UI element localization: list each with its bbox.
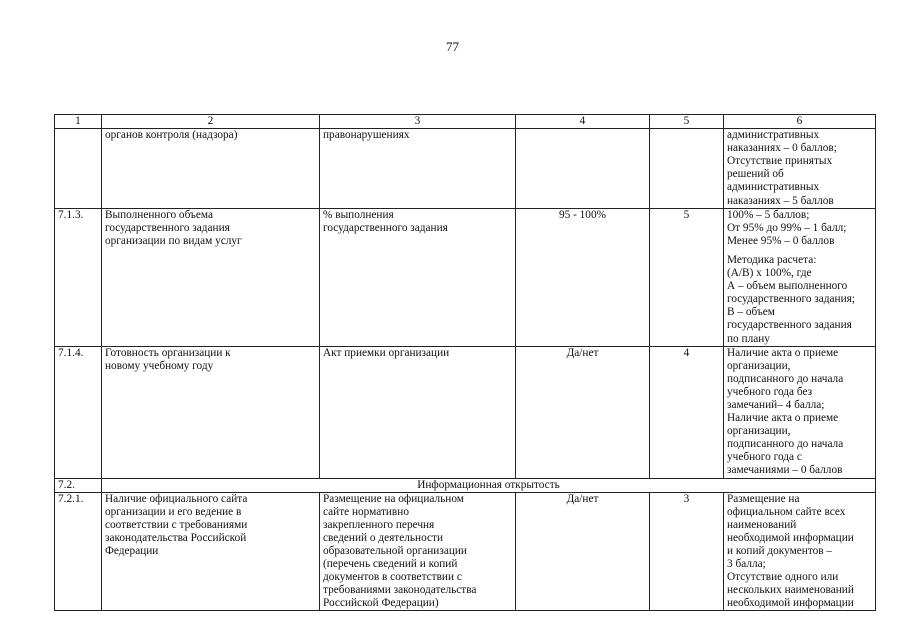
text-line: сайте нормативно	[323, 505, 409, 518]
text-line: организации,	[727, 425, 791, 438]
header-cell: 2	[102, 115, 320, 129]
header-cell: 6	[724, 115, 876, 129]
text-line: Готовность организации к	[105, 346, 231, 359]
row-number	[55, 129, 102, 209]
text-line: учебного года с	[727, 451, 802, 464]
text-line: образовательной организации	[323, 545, 467, 557]
section-title: Информационная открытость	[102, 478, 876, 492]
text-line: органов контроля (надзора)	[105, 129, 238, 142]
table-row	[55, 492, 876, 611]
table-row	[55, 208, 876, 346]
text-line: и копий документов –	[727, 545, 833, 557]
text-line: Размещение на официальном	[323, 492, 464, 505]
page-number: 77	[446, 39, 459, 54]
text-line: организации по видам услуг	[105, 234, 242, 247]
text-line: От 95% до 99% – 1 балл;	[727, 221, 847, 234]
points-cell: 5	[650, 208, 724, 346]
text-line: государственного задания	[727, 319, 852, 332]
text-line: Наличие акта о приеме	[727, 346, 839, 359]
norm-cell: Да/нет	[516, 346, 650, 478]
text-line: требованиями законодательства	[323, 584, 477, 597]
header-cell: 5	[650, 115, 724, 129]
text-line: документов в соответствии с	[323, 571, 462, 584]
criteria-cell	[724, 208, 876, 346]
section-number: 7.2.	[55, 478, 102, 492]
text-line: нескольких наименований	[727, 584, 854, 597]
text-line: подписанного до начала	[727, 438, 844, 451]
text-line: % выполнения	[323, 208, 394, 221]
text-line: А – объем выполненного	[727, 280, 848, 293]
points-cell: 3	[650, 492, 724, 611]
row-number: 7.1.4.	[55, 346, 102, 478]
text-line: (перечень сведений и копий	[323, 558, 458, 571]
text-line: наименований	[727, 518, 797, 531]
text-line: официальном сайте всех	[727, 505, 846, 518]
criteria-cell	[724, 129, 876, 209]
text-line: 3 балла;	[727, 558, 766, 571]
text-line: организации,	[727, 359, 791, 372]
row-number: 7.2.1.	[55, 492, 102, 611]
text-line: административных	[727, 129, 820, 142]
text-line: наказаниях – 5 баллов	[727, 194, 834, 207]
text-line: Размещение на	[727, 492, 800, 505]
text-line: необходимой информации	[727, 531, 854, 544]
indicator-cell	[102, 346, 320, 478]
indicator-cell	[102, 208, 320, 346]
header-cell: 1	[55, 115, 102, 129]
text-line: (А/В) х 100%, где	[727, 267, 812, 280]
text-line: по плану	[727, 332, 770, 345]
text-line: новому учебному году	[105, 359, 214, 372]
text-line: Отсутствие принятых	[727, 155, 833, 168]
measure-cell	[320, 129, 516, 209]
indicator-cell	[102, 129, 320, 209]
text-line: Менее 95% – 0 баллов	[727, 234, 835, 247]
text-line: Российской Федерации)	[323, 597, 439, 610]
text-line: Отсутствие одного или	[727, 571, 839, 584]
criteria-cell	[724, 492, 876, 611]
norm-cell: 95 - 100%	[516, 208, 650, 346]
norm-cell: Да/нет	[516, 492, 650, 611]
text-line: государственного задания;	[727, 293, 855, 306]
indicator-cell	[102, 492, 320, 611]
points-cell: 4	[650, 346, 724, 478]
text-line: наказаниях – 0 баллов;	[727, 142, 837, 155]
measure-cell	[320, 208, 516, 346]
text-line: законодательства Российской	[105, 531, 247, 544]
row-number: 7.1.3.	[55, 208, 102, 346]
measure-cell	[320, 492, 516, 611]
text-line: Выполненного объема	[105, 208, 213, 221]
section-row	[55, 478, 876, 492]
text-line: соответствии с требованиями	[105, 518, 248, 531]
text-line: замечаниями – 0 баллов	[727, 464, 843, 477]
points-cell	[650, 129, 724, 209]
header-cell: 3	[320, 115, 516, 129]
norm-cell	[516, 129, 650, 209]
text-line: В – объем	[727, 306, 775, 319]
text-line: необходимой информации	[727, 597, 854, 610]
table-row	[55, 129, 876, 209]
text-line: Федерации	[105, 545, 159, 557]
table-row	[55, 346, 876, 478]
table-header-row	[55, 115, 876, 129]
text-line: Акт приемки организации	[323, 346, 450, 359]
text-line: замечаний– 4 балла;	[727, 398, 825, 411]
text-line: административных	[727, 181, 820, 194]
text-line: закрепленного перечня	[323, 518, 435, 531]
text-line: Наличие акта о приеме	[727, 412, 839, 425]
text-line: правонарушениях	[323, 129, 410, 142]
text-line: сведений о деятельности	[323, 531, 444, 544]
text-line: государственного задания	[105, 221, 230, 234]
criteria-table	[54, 114, 876, 611]
text-line: 100% – 5 баллов;	[727, 208, 810, 221]
text-line: подписанного до начала	[727, 372, 844, 385]
measure-cell	[320, 346, 516, 478]
text-line: решений об	[727, 168, 784, 181]
header-cell: 4	[516, 115, 650, 129]
text-line: организации и его ведение в	[105, 505, 242, 518]
text-line: государственного задания	[323, 221, 448, 234]
text-line: учебного года без	[727, 385, 813, 398]
text-line: Методика расчета:	[727, 253, 817, 266]
criteria-cell	[724, 346, 876, 478]
text-line: Наличие официального сайта	[105, 492, 248, 505]
